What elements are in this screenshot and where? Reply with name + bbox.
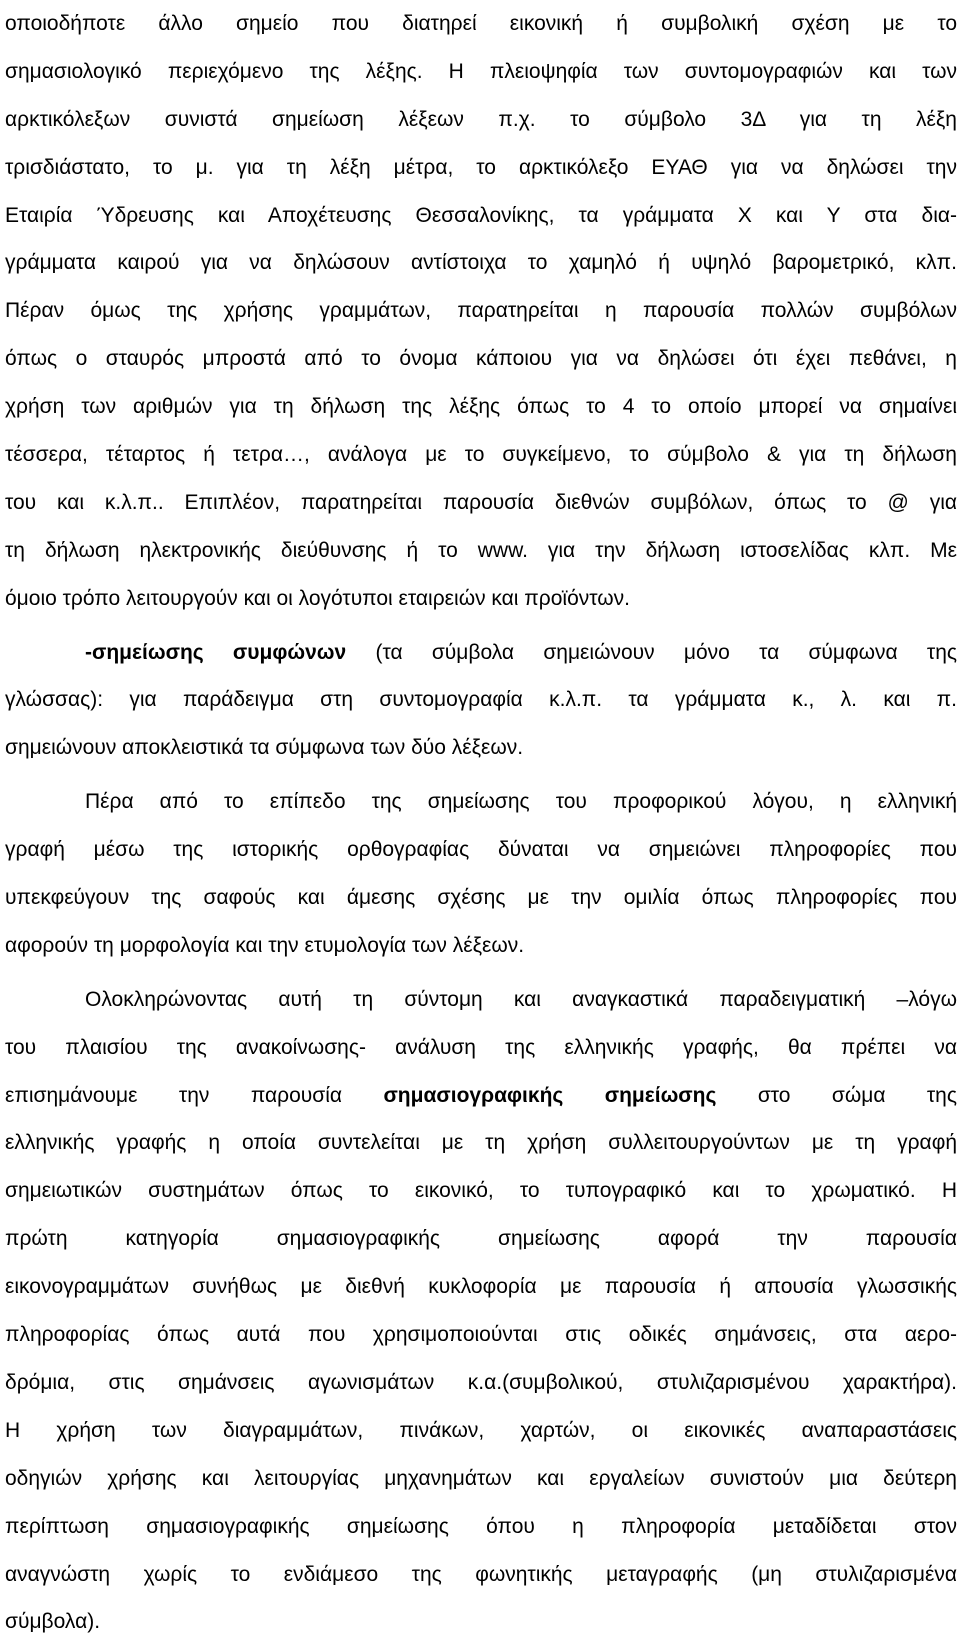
- paragraph-symbols-intro: [5, 0, 957, 623]
- text-line: τη δήλωση ηλεκτρονικής διεύθυνσης ή το www. για την δήλωση ιστοσελίδας κλπ. Με: [5, 538, 957, 562]
- text-line: οποιοδήποτε άλλο σημείο που διατηρεί εικονική ή συμβολική σχέση με το: [5, 12, 957, 35]
- text-line: σύμβολα).: [5, 1610, 101, 1634]
- bold-term: σημασιογραφικής σημείωσης: [383, 1083, 717, 1107]
- text-span: επισημάνουμε την παρουσία: [5, 1083, 384, 1107]
- text-line: σημειώνουν αποκλειστικά τα σύμφωνα των δύο λέξεων.: [5, 736, 524, 760]
- document-page: [5, 0, 957, 1646]
- text-line: [5, 1072, 957, 1120]
- text-line: χρήση των αριθμών για τη δήλωση της λέξης όπως το 4 το οποίο μπορεί να σημαίνει: [5, 395, 957, 419]
- text-line: πληροφορίας όπως αυτά που χρησιμοποιούνται στις οδικές σημάνσεις, στα αερο-: [5, 1323, 957, 1347]
- paragraph-consonant-notation: [5, 629, 957, 773]
- text-line: όπως ο σταυρός μπροστά από το όνομα κάποιου για να δηλώσει ότι έχει πεθάνει, η: [5, 347, 957, 371]
- text-span: στο σώμα της: [716, 1083, 957, 1107]
- text-line: [5, 976, 957, 1024]
- text-line: Πέραν όμως της χρήσης γραμμάτων, παρατηρείται η παρουσία πολλών συμβόλων: [5, 299, 957, 323]
- paragraph-semasiographic: [5, 976, 957, 1646]
- bold-term: -σημείωσης συμφώνων: [85, 640, 347, 664]
- text-line: εικονογραμμάτων συνήθως με διεθνή κυκλοφορία με παρουσία ή απουσία γλωσσικής: [5, 1275, 957, 1299]
- text-line: υπεκφεύγουν της σαφούς και άμεσης σχέσης με την ομιλία όπως πληροφορίες που: [5, 886, 957, 910]
- text-line: σημειωτικών συστημάτων όπως το εικονικό, το τυπογραφικό και το χρωματικό. Η: [5, 1179, 957, 1203]
- text-line: Εταιρία Ύδρευσης και Αποχέτευσης Θεσσαλονίκης, τα γράμματα Χ και Υ στα δια-: [5, 203, 957, 227]
- text-line: αναγνώστη χωρίς το ενδιάμεσο της φωνητικής μεταγραφής (μη στυλιζαρισμένα: [5, 1562, 957, 1586]
- text-line: πρώτη κατηγορία σημασιογραφικής σημείωσης αφορά την παρουσία: [5, 1227, 957, 1251]
- text-line: γραφή μέσω της ιστορικής ορθογραφίας δύναται να σημειώνει πληροφορίες που: [5, 838, 957, 862]
- text-line: [5, 778, 957, 826]
- text-line: σημασιολογικό περιεχόμενο της λέξης. Η πλειοψηφία των συντομογραφιών και των: [5, 59, 957, 83]
- text-line: γράμματα καιρού για να δηλώσουν αντίστοιχα το χαμηλό ή υψηλό βαρομετρικό, κλπ.: [5, 251, 957, 275]
- text-line: δρόμια, στις σημάνσεις αγωνισμάτων κ.α.(συμβολικού, στυλιζαρισμένου χαρακτήρα).: [5, 1370, 957, 1394]
- text-line: του πλαισίου της ανακοίνωσης- ανάλυση της ελληνικής γραφής, θα πρέπει να: [5, 1035, 957, 1059]
- text-line: αρκτικόλεξων συνιστά σημείωση λέξεων π.χ. το σύμβολο 3Δ για τη λέξη: [5, 107, 957, 131]
- text-line: όμοιο τρόπο λειτουργούν και οι λογότυποι εταιρειών και προϊόντων.: [5, 586, 630, 610]
- text-line: περίπτωση σημασιογραφικής σημείωσης όπου η πληροφορία μεταδίδεται στον: [5, 1514, 957, 1538]
- text-line: Η χρήση των διαγραμμάτων, πινάκων, χαρτών, οι εικονικές αναπαραστάσεις: [5, 1418, 957, 1442]
- text-line: οδηγιών χρήσης και λειτουργίας μηχανημάτων και εργαλείων συνιστούν μια δεύτερη: [5, 1466, 957, 1490]
- text-line: ελληνικής γραφής η οποία συντελείται με τη χρήση συλλειτουργούντων με τη γραφή: [5, 1131, 957, 1155]
- text-line: [5, 629, 957, 677]
- text-line: του και κ.λ.π.. Επιπλέον, παρατηρείται παρουσία διεθνών συμβόλων, όπως το @ για: [5, 490, 957, 514]
- text-span: Πέρα από το επίπεδο της σημείωσης του προφορικού λόγου, η ελληνική: [85, 790, 957, 814]
- text-line: αφορούν τη μορφολογία και την ετυμολογία των λέξεων.: [5, 933, 525, 957]
- text-line: τέσσερα, τέταρτος ή τετρα…, ανάλογα με το συγκείμενο, το σύμβολο & για τη δήλωση: [5, 443, 957, 467]
- text-line: γλώσσας): για παράδειγμα στη συντομογραφία κ.λ.π. τα γράμματα κ., λ. και π.: [5, 688, 957, 712]
- text-span: Ολοκληρώνοντας αυτή τη σύντομη και αναγκαστικά παραδειγματική –λόγω: [85, 987, 957, 1011]
- paragraph-orthography: [5, 778, 957, 970]
- text-line: τρισδιάστατο, το μ. για τη λέξη μέτρα, το αρκτικόλεξο ΕΥΑΘ για να δηλώσει την: [5, 155, 957, 179]
- text-span: (τα σύμβολα σημειώνουν μόνο τα σύμφωνα της: [346, 640, 957, 664]
